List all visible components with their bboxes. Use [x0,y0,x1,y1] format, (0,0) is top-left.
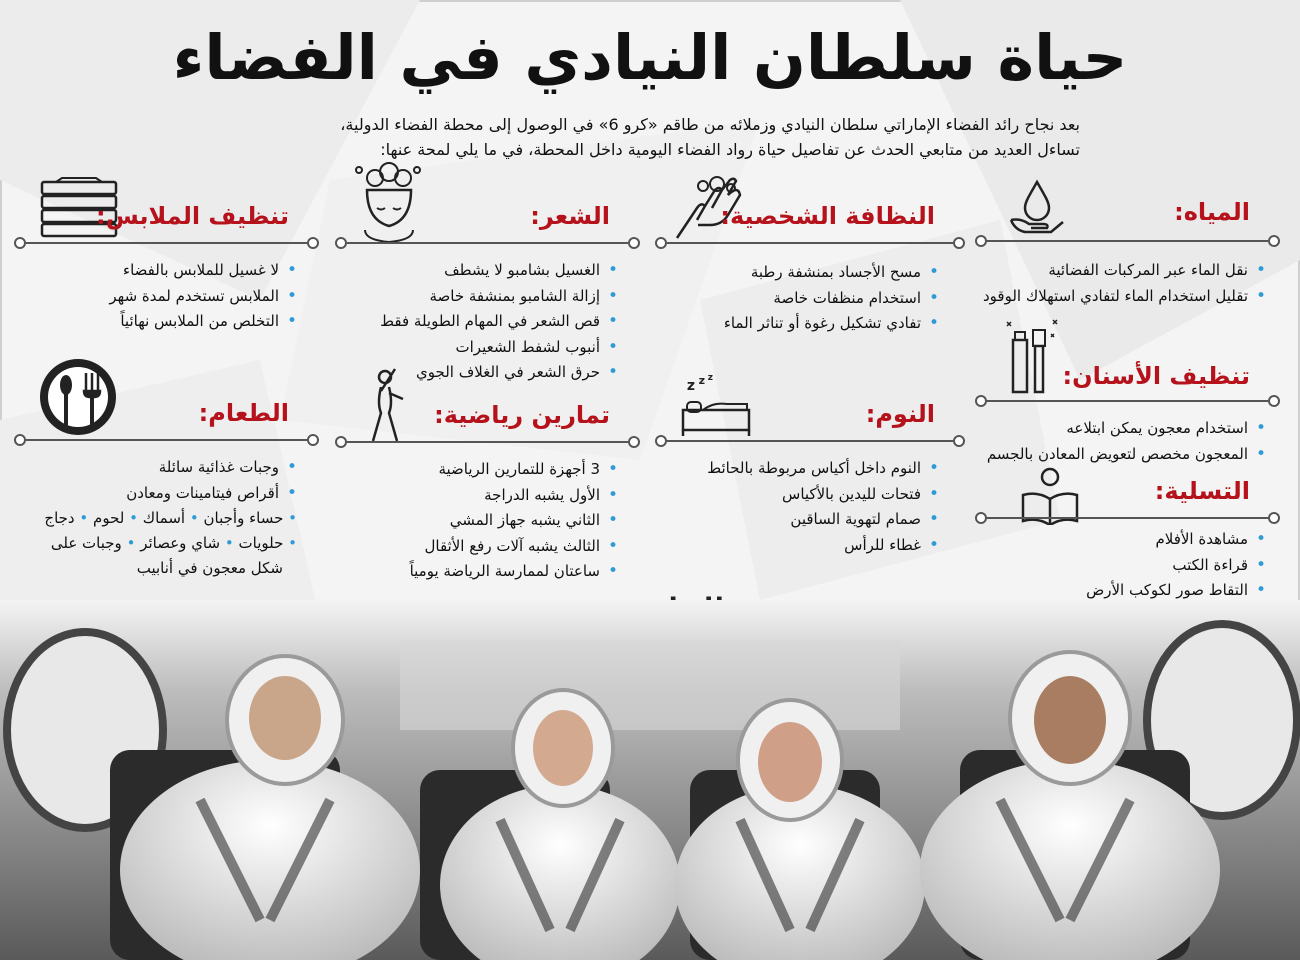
section-title: الطعام: [198,399,289,427]
water-drop-hand-icon [1005,176,1065,236]
section-divider [667,242,953,244]
list-item: • تفادي تشكيل رغوة أو تناثر الماء [724,311,939,337]
bed-icon [679,374,755,440]
food-row-3: • حساء وأجبان • أسماك • لحوم • دجاج [44,509,297,527]
section-divider [987,400,1268,402]
astronauts-crew-photo [0,600,1300,960]
section-hygiene [655,170,965,350]
exercise-person-icon [361,365,411,445]
list-item: • الملابس تستخدم لمدة شهر [109,284,297,310]
section-title: المياه: [1174,198,1250,226]
item-list [126,455,297,506]
item-list [109,258,297,335]
food-item: حساء وأجبان [203,509,284,527]
toothpaste-icon [1003,316,1063,396]
item-list [707,456,939,558]
svg-text:z: z [698,374,705,387]
list-item: • الثاني يشبه جهاز المشي [410,508,618,534]
food-row-5: شكل معجون في أنابيب [136,559,283,577]
section-title: تنظيف الملابس: [95,202,289,230]
list-item: • وجبات غذائية سائلة [126,455,297,481]
section-title: النوم: [865,400,935,428]
intro-text [290,112,1080,162]
section-sleep [655,372,965,572]
list-item: • تقليل استخدام الماء لتفادي استهلاك الوقود [983,284,1266,310]
section-divider [26,439,307,441]
list-item: • أنبوب لشفط الشعيرات [380,335,618,361]
list-item: • قراءة الكتب [1062,553,1266,579]
section-title: تمارين رياضية: [434,401,610,429]
section-title: النظافة الشخصية: [720,202,935,230]
section-water [975,170,1280,330]
list-item: • فتحات لليدين بالأكياس [707,482,939,508]
svg-text:z: z [686,378,695,394]
section-food [14,355,319,595]
section-hair [335,160,640,390]
section-teeth [975,310,1280,470]
list-item: • استخدام منظفات خاصة [724,286,939,312]
food-row-4: • حلويات • شاي وعصائر • وجبات على [50,534,297,552]
intro-line-2: تساءل العديد من متابعي الحدث عن تفاصيل حياة رواد الفضاء اليومية داخل المحطة، في ما يلي لمحة عنها: [380,140,1080,159]
food-item: دجاج [44,509,75,527]
list-item: • الأول يشبه الدراجة [410,483,618,509]
list-item: • الثالث يشبه آلات رفع الأثقال [410,534,618,560]
reading-person-icon [1015,465,1085,525]
list-item: • 3 أجهزة للتمارين الرياضية [410,457,618,483]
list-item: • التخلص من الملابس نهائياً [109,309,297,335]
section-divider [987,240,1268,242]
list-item: • نقل الماء عبر المركبات الفضائية [983,258,1266,284]
list-item: • أقراص فيتامينات ومعادن [126,481,297,507]
section-title: تنظيف الأسنان: [1062,362,1250,390]
list-item: • مشاهدة الأفلام [1062,527,1266,553]
list-item: • غطاء للرأس [707,533,939,559]
section-divider [347,441,628,443]
food-item: شاي وعصائر [140,534,221,552]
list-item: • إزالة الشامبو بمنشفة خاصة [380,284,618,310]
svg-text:z: z [707,374,713,383]
item-list [724,260,939,337]
section-title: الشعر: [530,202,610,230]
food-item: لحوم [93,509,125,527]
list-item: • المعجون مخصص لتعويض المعادن بالجسم [987,442,1266,468]
item-list [410,457,618,585]
list-item: • ساعتان لممارسة الرياضة يومياً [410,559,618,585]
list-item: • حرق الشعر في الغلاف الجوي [380,360,618,386]
list-item: • مسح الأجساد بمنشفة رطبة [724,260,939,286]
plate-cutlery-icon [36,355,120,439]
intro-line-1: بعد نجاح رائد الفضاء الإماراتي سلطان النيادي وزملائه من طاقم «كرو 6» في الوصول إلى محطة الفضاء الدولية، [340,115,1080,134]
list-item: • النوم داخل أكياس مربوطة بالحائط [707,456,939,482]
list-item: • صمام لتهوية الساقين [707,507,939,533]
section-divider [667,440,953,442]
list-item: • لا غسيل للملابس بالفضاء [109,258,297,284]
food-item: أسماك [142,509,186,527]
food-item: وجبات على [50,534,122,552]
list-item: • التقاط صور لكوكب الأرض [1062,578,1266,604]
list-item: • استخدام معجون يمكن ابتلاعه [987,416,1266,442]
section-divider [347,242,628,244]
section-title: التسلية: [1154,477,1250,505]
section-laundry [14,170,319,340]
shampoo-head-icon [347,160,431,244]
list-item: • الغسيل بشامبو لا يشطف [380,258,618,284]
food-item: حلويات [238,534,284,552]
list-item: • قص الشعر في المهام الطويلة فقط [380,309,618,335]
page-title: حياة سلطان النيادي في الفضاء [172,21,1128,94]
section-divider [987,517,1268,519]
section-exercise [335,365,640,590]
item-list [983,258,1266,309]
section-divider [26,242,307,244]
